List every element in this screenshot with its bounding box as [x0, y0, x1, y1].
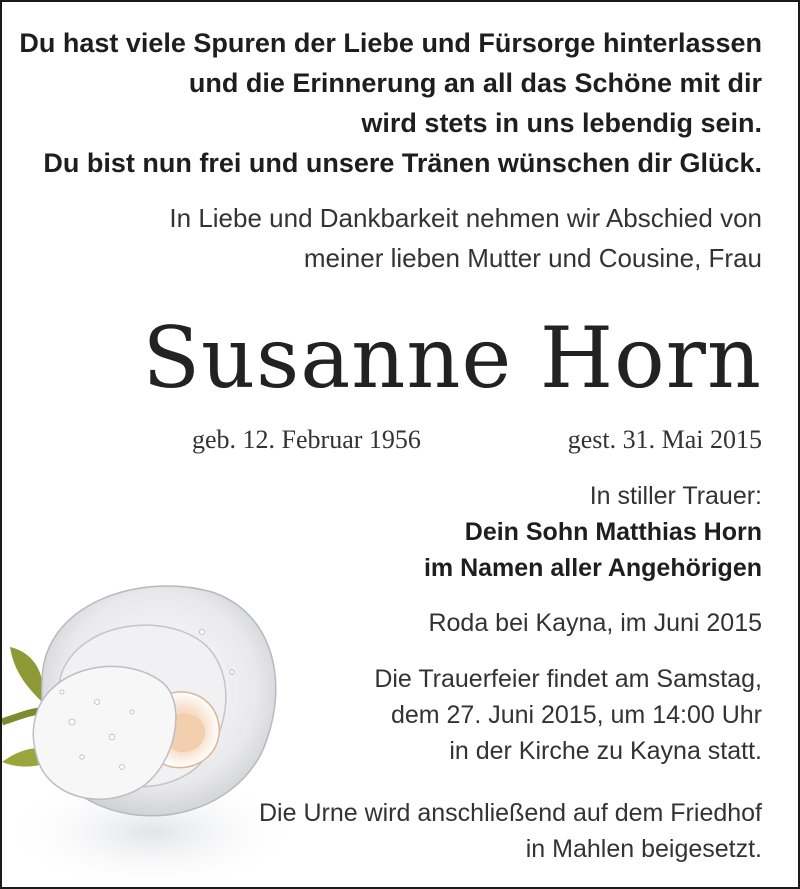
service-line: in der Kirche zu Kayna statt. [449, 737, 762, 765]
death-date: gest. 31. Mai 2015 [567, 425, 762, 454]
white-rose-icon [2, 562, 302, 889]
poem-line: Du hast viele Spuren der Liebe und Fürsorge hinterlassen [19, 28, 762, 58]
intro-line: In Liebe und Dankbarkeit nehmen wir Abschied von [169, 203, 762, 233]
mourners-intro: In stiller Trauer: [589, 482, 762, 510]
burial-line: Die Urne wird anschließend auf dem Friedhof [258, 799, 762, 827]
poem-line: wird stets in uns lebendig sein. [361, 108, 762, 138]
place-date: Roda bei Kayna, im Juni 2015 [428, 609, 762, 637]
mourner-line: im Namen aller Angehörigen [423, 554, 762, 582]
service-line: Die Trauerfeier findet am Samstag, [374, 665, 762, 693]
deceased-name: Susanne Horn [142, 309, 762, 407]
intro-line: meiner lieben Mutter und Cousine, Frau [303, 243, 762, 273]
birth-date: geb. 12. Februar 1956 [192, 425, 421, 454]
poem-line: und die Erinnerung an all das Schöne mit dir [188, 68, 762, 98]
poem-line: Du bist nun frei und unsere Tränen wünschen dir Glück. [43, 148, 762, 178]
service-line: dem 27. Juni 2015, um 14:00 Uhr [390, 701, 762, 729]
mourner-line: Dein Sohn Matthias Horn [464, 518, 762, 546]
burial-line: in Mahlen beigesetzt. [525, 835, 762, 863]
